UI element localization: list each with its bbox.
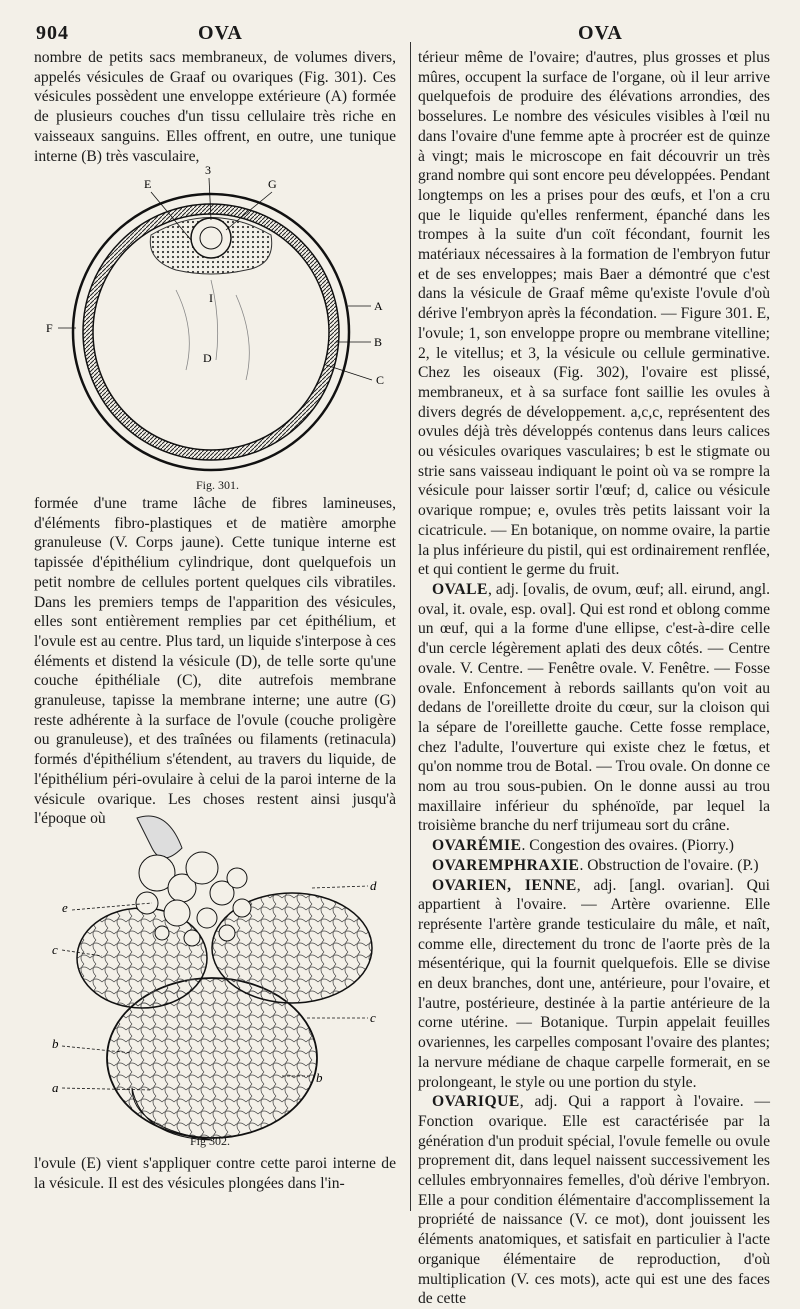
entry-ovaremphraxie-text: . Obstruction de l'ovaire. (P.) — [579, 856, 759, 874]
figure-301-caption: Fig. 301. — [196, 478, 240, 492]
ovule-c-left — [77, 908, 207, 1008]
fig302-label-b-right: b — [316, 1070, 323, 1085]
fig302-label-c-right: c — [370, 1010, 376, 1025]
fig301-label-f: F — [46, 321, 53, 335]
entry-ovarien-term: OVARIEN, IENNE — [432, 876, 577, 894]
entry-ovarique-term: OVARIQUE — [432, 1093, 520, 1111]
fig301-label-d: D — [203, 351, 212, 365]
entry-ovaremie — [418, 836, 770, 856]
fig301-label-c: C — [376, 373, 385, 387]
running-head-right: OVA — [578, 22, 623, 44]
entry-ovaremie-text: . Congestion des ovaires. (Piorry.) — [521, 837, 735, 855]
fig301-label-e: E — [144, 177, 152, 191]
figure-302-caption: Fig 302. — [190, 1134, 231, 1148]
fig302-label-b-left: b — [52, 1036, 59, 1051]
ovary-stalk — [137, 816, 182, 858]
column-divider — [410, 42, 411, 1211]
entry-ovale-text: , adj. [ovalis, de ovum, œuf; all. eirund, angl. oval, it. ovale, esp. oval]. Qui est rond et oblong comme un œuf, qui a la forme d'une ellipse, c'est-à-dire celle d'un cercle légèrement aplati des deux côtés. — Centre ovale. V. Centre. — Fenêtre ovale. V. Fenêtre. — Fosse ovale. Enfoncement à rebords saillants qu'on voit au dedans de l'oreillette droite du cœur, sur la cloison qui la sépare de l'oreillette gauche. Cette fosse remplace, chez l'adulte, l'ouverture qui existe chez le fœtus, et qu'on nomme trou de Botal. — Trou ovale. On donne ce nom au trou sous-pubien. On le donne aussi au trou maxillaire inférieur du sphénoïde, par lequel la troisième branche du nerf trijumeau sort du crâne. — [418, 580, 770, 835]
fig302-label-c-left: c — [52, 942, 58, 957]
running-head-left: OVA — [198, 22, 243, 44]
fig301-label-b: B — [374, 335, 383, 349]
fig301-label-g: G — [268, 177, 277, 191]
fig301-label-a: A — [374, 299, 383, 313]
entry-ovarique — [418, 1092, 770, 1309]
right-column — [418, 48, 770, 1309]
figure-302-bird-ovary — [42, 808, 398, 1144]
fig301-label-i: I — [209, 291, 213, 305]
page-number: 904 — [36, 22, 69, 44]
left-column-top — [34, 48, 396, 166]
left-column-bottom — [34, 1154, 396, 1193]
ovule — [191, 218, 231, 258]
fig302-label-e: e — [62, 900, 68, 915]
entry-ovarique-text: , adj. Qui a rapport à l'ovaire. — Fonction ovarique. Elle est caractérisée par la génération d'un produit spécial, l'ovule femelle ou ovule proprement dit, dans lequel naissent successivement les cellules embryonnaires femelles, d'où dérive l'embryon. Elle a pour condition élémentaire d'accomplissement la propriété de naissance (V. ce mot), dont jouissent les éléments anatomiques, et satisfait en particulier à l'acte organique élémentaire de reproduction, d'où multiplication (V. ces mots), acte qui est une des faces de cette — [418, 1093, 770, 1308]
entry-ovarien-text: , adj. [angl. ovarian]. Qui appartient à l'ovaire. — Artère ovarienne. Elle représente l'artère grande testiculaire du mâle, et naît, comme elle, directement du tronc de l'aorte près de la mésentérique, qui la fournit quelquefois. Elle se divise en deux branches, dont une, antérieure, pour l'ovaire, et l'autre, postérieure, destinée à la partie antérieure de la corne utérine. — Botanique. Turpin appelait feuilles ovariennes, les carpelles composant l'ovaire des plantes; la nervure médiane de chaque carpelle formerait, en se prolongeant, le style ou une portion du style. — [418, 876, 770, 1091]
fig302-label-d: d — [370, 878, 377, 893]
entry-ovarien — [418, 876, 770, 1093]
fig302-label-a: a — [52, 1080, 59, 1095]
left-paragraph-3: l'ovule (E) vient s'appliquer contre cette paroi interne de la vésicule. Il est des vésicules plongées dans l'in- — [34, 1155, 396, 1192]
left-column-middle — [34, 494, 396, 829]
entry-ovale — [418, 580, 770, 836]
fig301-label-3: 3 — [205, 163, 211, 177]
entry-ovaremphraxie — [418, 856, 770, 876]
figure-301-graafian-follicle — [46, 160, 386, 474]
entry-ovaremie-term: OVARÉMIE — [432, 837, 522, 855]
right-paragraph-1: térieur même de l'ovaire; d'autres, plus grosses et plus mûres, occupent la surface de l'organe, où il leur arrive quelquefois de produire des élévations arrondies, des bosselures. Le nombre des vésicules visibles à l'œil nu dans l'ovaire d'une femme apte à procréer est de quinze à vingt; mais le microscope en fait découvrir un très grand nombre qui sont encore peu développées. Pendant longtemps on les a prises pour des œufs, et l'on a cru que le liquide qu'elles renferment, épanché dans les trompes à la suite d'un coït fécondant, fournit les matériaux nécessaires à la formation de l'embryon futur et de ses enveloppes; mais Baer a démontré que c'est dans la vésicule de Graaf même qu'existe l'ovule d'où dérive l'embryon après la fécondation. — Figure 301. E, l'ovule; 1, son enveloppe propre ou membrane vitelline; 2, le vitellus; et 3, la vésicule ou cellule germinative. Chez les oiseaux (Fig. 302), l'ovaire est plissé, membraneux, et à sa surface font saillie les ovules à divers degrés de développement. a,c,c, représentent des ovules déjà très développés contenus dans leurs calices ou vésicules ovariques vasculaires; b est le stigmate ou strie sans vaisseau indiquant le point où va se rompre la vésicule pour laisser sortir l'œuf; d, calice ou vésicule ovarique rompue; e, ovules très petits laissant voir la cicatricule. — En botanique, on nomme ovaire, la partie la plus inférieure du pistil, qui est ordinairement renflée, et qui contient le germe du fruit. — [418, 49, 770, 579]
left-paragraph-2: formée d'une trame lâche de fibres lamineuses, d'éléments fibro-plastiques et de matière amorphe granuleuse (V. Corps jaune). Cette tunique interne est tapissée d'épithélium cylindrique, dont quelquefois un petit nombre de cellules portent quelques cils vibratiles. Dans les premiers temps de l'apparition des vésicules, elles sont entièrement remplies par cet épithélium, et l'ovule est au centre. Plus tard, un liquide s'interpose à ces éléments et distend la vésicule (D), de telle sorte qu'une couche épithéliale (C), dite autrefois membrane granuleuse, tapisse la membrane interne; une autre (G) reste adhérente à la surface de l'ovule (couche proligère ou granuleuse), et des traînées ou filaments (retinacula) formés d'épithélium s'étendent, au travers du liquide, de l'épithélium péri-ovulaire à celui de la paroi interne de la vésicule ovarique. Les choses restent ainsi jusqu'à l'époque où — [34, 495, 396, 828]
entry-ovale-term: OVALE — [432, 580, 488, 598]
entry-ovaremphraxie-term: OVAREMPHRAXIE — [432, 856, 580, 874]
left-paragraph-1: nombre de petits sacs membraneux, de volumes divers, appelés vésicules de Graaf ou ovariques (Fig. 301). Ces vésicules possèdent une enveloppe extérieure (A) formée de plusieurs couches d'un tissu cellulaire très riche en vaisseaux sanguins. Elles offrent, en outre, une tunique interne (B) très vasculaire, — [34, 49, 396, 165]
